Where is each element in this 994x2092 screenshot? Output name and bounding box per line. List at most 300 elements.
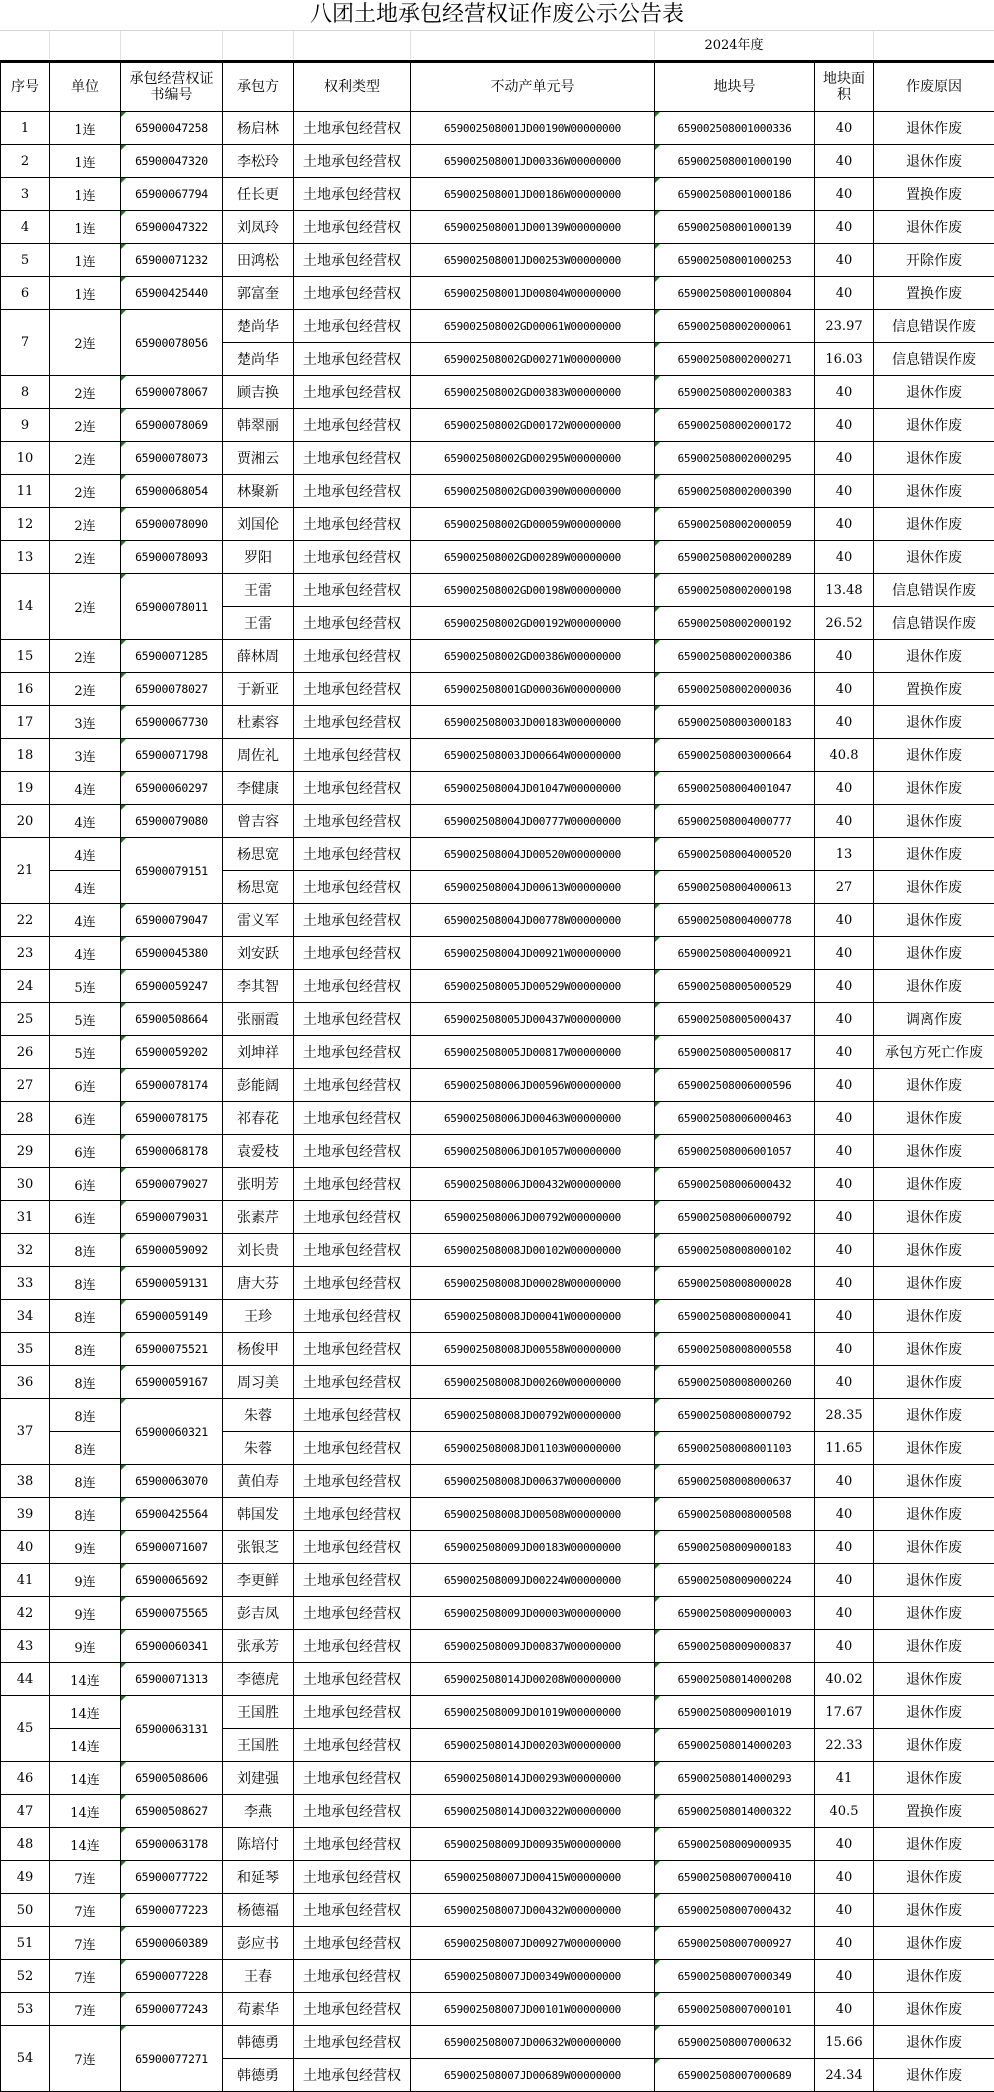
area-cell: 40: [815, 508, 874, 541]
cert-no-cell: 65900071285: [121, 640, 223, 673]
unit-cell: 7连: [50, 1894, 121, 1927]
area-cell: 17.67: [815, 1696, 874, 1729]
cert-no-cell: 65900508627: [121, 1795, 223, 1828]
table-row: [1, 409, 994, 442]
void-reason-cell: 退休作废: [874, 1894, 994, 1927]
row-index: 54: [1, 2026, 50, 2092]
property-unit-no-cell: 659002508008JD00260W00000000: [411, 1366, 655, 1399]
cert-no-cell: 65900077722: [121, 1861, 223, 1894]
void-reason-cell: 信息错误作废: [874, 343, 994, 376]
year-label: 2024年度: [654, 31, 814, 60]
unit-cell: 1连: [50, 178, 121, 211]
area-cell: 40: [815, 211, 874, 244]
row-index: 41: [1, 1564, 50, 1597]
area-cell: 40: [815, 1069, 874, 1102]
cert-no-cell: 65900067730: [121, 706, 223, 739]
area-cell: 40: [815, 1564, 874, 1597]
row-index: 19: [1, 772, 50, 805]
table-row: [1, 1036, 994, 1069]
property-unit-no-cell: 659002508001JD00186W00000000: [411, 178, 655, 211]
table-row: [1, 310, 994, 343]
right-type-cell: 土地承包经营权: [294, 607, 411, 640]
table-row: [1, 1663, 994, 1696]
right-type-cell: 土地承包经营权: [294, 112, 411, 145]
parcel-no-cell: 659002508001000253: [655, 244, 815, 277]
property-unit-no-cell: 659002508008JD01103W00000000: [411, 1432, 655, 1465]
property-unit-no-cell: 659002508004JD00613W00000000: [411, 871, 655, 904]
area-cell: 40: [815, 706, 874, 739]
area-cell: 13.48: [815, 574, 874, 607]
property-unit-no-cell: 659002508007JD00689W00000000: [411, 2059, 655, 2092]
right-type-cell: 土地承包经营权: [294, 706, 411, 739]
parcel-no-cell: 659002508002000172: [655, 409, 815, 442]
parcel-no-cell: 659002508002000271: [655, 343, 815, 376]
parcel-no-cell: 659002508004000777: [655, 805, 815, 838]
contractor-cell: 李松玲: [223, 145, 294, 178]
contractor-cell: 雷义军: [223, 904, 294, 937]
row-index: 27: [1, 1069, 50, 1102]
header-contractor: 承包方: [223, 63, 294, 112]
area-cell: 40: [815, 409, 874, 442]
unit-cell: 2连: [50, 409, 121, 442]
header-area: 地块面积: [815, 63, 874, 112]
unit-cell: 1连: [50, 244, 121, 277]
cert-no-cell: 65900077243: [121, 1993, 223, 2026]
unit-cell: 6连: [50, 1102, 121, 1135]
gridline: [293, 31, 294, 60]
void-reason-cell: 退休作废: [874, 2026, 994, 2059]
right-type-cell: 土地承包经营权: [294, 1663, 411, 1696]
table-row: [1, 574, 994, 607]
table-row: [1, 112, 994, 145]
cert-no-cell: 65900075565: [121, 1597, 223, 1630]
row-index: 10: [1, 442, 50, 475]
contractor-cell: 曾吉容: [223, 805, 294, 838]
cert-no-cell: 65900078027: [121, 673, 223, 706]
area-cell: 40: [815, 673, 874, 706]
contractor-cell: 林聚新: [223, 475, 294, 508]
right-type-cell: 土地承包经营权: [294, 1498, 411, 1531]
row-index: 13: [1, 541, 50, 574]
void-reason-cell: 退休作废: [874, 1432, 994, 1465]
unit-cell: 4连: [50, 838, 121, 871]
property-unit-no-cell: 659002508014JD00322W00000000: [411, 1795, 655, 1828]
area-cell: 26.52: [815, 607, 874, 640]
parcel-no-cell: 659002508014000293: [655, 1762, 815, 1795]
row-index: 39: [1, 1498, 50, 1531]
unit-cell: 3连: [50, 739, 121, 772]
property-unit-no-cell: 659002508009JD00003W00000000: [411, 1597, 655, 1630]
void-reason-cell: 退休作废: [874, 1300, 994, 1333]
void-reason-cell: 退休作废: [874, 1630, 994, 1663]
area-cell: 40.8: [815, 739, 874, 772]
contractor-cell: 王国胜: [223, 1729, 294, 1762]
row-index: 45: [1, 1696, 50, 1762]
contractor-cell: 王珍: [223, 1300, 294, 1333]
table-row: [1, 1069, 994, 1102]
void-reason-cell: 退休作废: [874, 970, 994, 1003]
unit-cell: 2连: [50, 475, 121, 508]
area-cell: 40: [815, 1630, 874, 1663]
area-cell: 40: [815, 178, 874, 211]
row-index: 16: [1, 673, 50, 706]
unit-cell: 14连: [50, 1828, 121, 1861]
parcel-no-cell: 659002508005000529: [655, 970, 815, 1003]
row-index: 26: [1, 1036, 50, 1069]
right-type-cell: 土地承包经营权: [294, 1300, 411, 1333]
contractor-cell: 刘凤玲: [223, 211, 294, 244]
right-type-cell: 土地承包经营权: [294, 1168, 411, 1201]
area-cell: 40: [815, 1828, 874, 1861]
property-unit-no-cell: 659002508008JD00637W00000000: [411, 1465, 655, 1498]
contractor-cell: 任长更: [223, 178, 294, 211]
property-unit-no-cell: 659002508005JD00817W00000000: [411, 1036, 655, 1069]
void-reason-cell: 退休作废: [874, 1333, 994, 1366]
void-reason-cell: 信息错误作废: [874, 574, 994, 607]
table-row: [1, 739, 994, 772]
unit-cell: 7连: [50, 1960, 121, 1993]
table-row: [1, 1564, 994, 1597]
parcel-no-cell: 659002508009000224: [655, 1564, 815, 1597]
parcel-no-cell: 659002508001000139: [655, 211, 815, 244]
row-index: 7: [1, 310, 50, 376]
void-reason-cell: 退休作废: [874, 805, 994, 838]
property-unit-no-cell: 659002508002GD00386W00000000: [411, 640, 655, 673]
table-row: [1, 1894, 994, 1927]
cert-no-cell: 65900045380: [121, 937, 223, 970]
right-type-cell: 土地承包经营权: [294, 145, 411, 178]
cert-no-cell: 65900059202: [121, 1036, 223, 1069]
parcel-no-cell: 659002508009000183: [655, 1531, 815, 1564]
cert-no-cell: 65900059247: [121, 970, 223, 1003]
row-index: 44: [1, 1663, 50, 1696]
property-unit-no-cell: 659002508002GD00192W00000000: [411, 607, 655, 640]
right-type-cell: 土地承包经营权: [294, 277, 411, 310]
right-type-cell: 土地承包经营权: [294, 1597, 411, 1630]
void-reason-cell: 退休作废: [874, 871, 994, 904]
header-parcel-no: 地块号: [655, 63, 815, 112]
row-index: 33: [1, 1267, 50, 1300]
property-unit-no-cell: 659002508003JD00183W00000000: [411, 706, 655, 739]
cert-no-cell: 65900060341: [121, 1630, 223, 1663]
table-row: [1, 970, 994, 1003]
property-unit-no-cell: 659002508006JD00432W00000000: [411, 1168, 655, 1201]
table-row: [1, 1828, 994, 1861]
contractor-cell: 楚尚华: [223, 310, 294, 343]
property-unit-no-cell: 659002508002GD00198W00000000: [411, 574, 655, 607]
row-index: 17: [1, 706, 50, 739]
right-type-cell: 土地承包经营权: [294, 1894, 411, 1927]
cert-no-cell: 65900078056: [121, 310, 223, 376]
row-index: 21: [1, 838, 50, 904]
area-cell: 40: [815, 1498, 874, 1531]
right-type-cell: 土地承包经营权: [294, 1432, 411, 1465]
property-unit-no-cell: 659002508009JD00837W00000000: [411, 1630, 655, 1663]
area-cell: 40: [815, 376, 874, 409]
area-cell: 40: [815, 442, 874, 475]
unit-cell: 9连: [50, 1630, 121, 1663]
void-reason-cell: 退休作废: [874, 541, 994, 574]
unit-cell: 9连: [50, 1564, 121, 1597]
table-row: [1, 1630, 994, 1663]
area-cell: 40: [815, 904, 874, 937]
right-type-cell: 土地承包经营权: [294, 1795, 411, 1828]
cert-no-cell: 65900067794: [121, 178, 223, 211]
contractor-cell: 贾湘云: [223, 442, 294, 475]
table-row: [1, 277, 994, 310]
contractor-cell: 王国胜: [223, 1696, 294, 1729]
contractor-cell: 黄伯寿: [223, 1465, 294, 1498]
contractor-cell: 陈培付: [223, 1828, 294, 1861]
right-type-cell: 土地承包经营权: [294, 1729, 411, 1762]
property-unit-no-cell: 659002508007JD00349W00000000: [411, 1960, 655, 1993]
parcel-no-cell: 659002508007000632: [655, 2026, 815, 2059]
area-cell: 40: [815, 1531, 874, 1564]
contractor-cell: 和延琴: [223, 1861, 294, 1894]
unit-cell: 8连: [50, 1366, 121, 1399]
property-unit-no-cell: 659002508002GD00289W00000000: [411, 541, 655, 574]
unit-cell: 8连: [50, 1465, 121, 1498]
right-type-cell: 土地承包经营权: [294, 1531, 411, 1564]
cert-no-cell: 65900059131: [121, 1267, 223, 1300]
area-cell: 40.5: [815, 1795, 874, 1828]
contractor-cell: 李更鲜: [223, 1564, 294, 1597]
gridline: [222, 31, 223, 60]
right-type-cell: 土地承包经营权: [294, 1828, 411, 1861]
area-cell: 40: [815, 1894, 874, 1927]
table-row: [1, 508, 994, 541]
property-unit-no-cell: 659002508006JD00792W00000000: [411, 1201, 655, 1234]
parcel-no-cell: 659002508008000508: [655, 1498, 815, 1531]
right-type-cell: 土地承包经营权: [294, 640, 411, 673]
property-unit-no-cell: 659002508014JD00208W00000000: [411, 1663, 655, 1696]
void-certificate-table: [0, 62, 994, 2092]
contractor-cell: 张丽霞: [223, 1003, 294, 1036]
unit-cell: 1连: [50, 277, 121, 310]
right-type-cell: 土地承包经营权: [294, 376, 411, 409]
table-row: [1, 541, 994, 574]
parcel-no-cell: 659002508007000101: [655, 1993, 815, 2026]
property-unit-no-cell: 659002508002GD00172W00000000: [411, 409, 655, 442]
property-unit-no-cell: 659002508002GD00059W00000000: [411, 508, 655, 541]
cert-no-cell: 65900063178: [121, 1828, 223, 1861]
area-cell: 40: [815, 1201, 874, 1234]
parcel-no-cell: 659002508002000061: [655, 310, 815, 343]
row-index: 20: [1, 805, 50, 838]
unit-cell: 1连: [50, 211, 121, 244]
property-unit-no-cell: 659002508004JD00778W00000000: [411, 904, 655, 937]
row-index: 42: [1, 1597, 50, 1630]
right-type-cell: 土地承包经营权: [294, 1465, 411, 1498]
table-row: [1, 1102, 994, 1135]
parcel-no-cell: 659002508009001019: [655, 1696, 815, 1729]
property-unit-no-cell: 659002508009JD00224W00000000: [411, 1564, 655, 1597]
table-row: [1, 1960, 994, 1993]
area-cell: 13: [815, 838, 874, 871]
right-type-cell: 土地承包经营权: [294, 739, 411, 772]
cert-no-cell: 65900078093: [121, 541, 223, 574]
row-index: 28: [1, 1102, 50, 1135]
contractor-cell: 罗阳: [223, 541, 294, 574]
area-cell: 40: [815, 1927, 874, 1960]
table-row: [1, 1168, 994, 1201]
contractor-cell: 杨启林: [223, 112, 294, 145]
parcel-no-cell: 659002508014000208: [655, 1663, 815, 1696]
parcel-no-cell: 659002508002000036: [655, 673, 815, 706]
area-cell: 40: [815, 1333, 874, 1366]
unit-cell: 2连: [50, 574, 121, 640]
row-index: 24: [1, 970, 50, 1003]
contractor-cell: 周佐礼: [223, 739, 294, 772]
table-row: [1, 178, 994, 211]
property-unit-no-cell: 659002508014JD00293W00000000: [411, 1762, 655, 1795]
row-index: 11: [1, 475, 50, 508]
contractor-cell: 韩德勇: [223, 2059, 294, 2092]
contractor-cell: 薛林周: [223, 640, 294, 673]
right-type-cell: 土地承包经营权: [294, 1993, 411, 2026]
cert-no-cell: 65900071232: [121, 244, 223, 277]
area-cell: 15.66: [815, 2026, 874, 2059]
unit-cell: 5连: [50, 1003, 121, 1036]
contractor-cell: 张承芳: [223, 1630, 294, 1663]
right-type-cell: 土地承包经营权: [294, 1366, 411, 1399]
parcel-no-cell: 659002508003000183: [655, 706, 815, 739]
unit-cell: 8连: [50, 1333, 121, 1366]
parcel-no-cell: 659002508002000295: [655, 442, 815, 475]
cert-no-cell: 65900063070: [121, 1465, 223, 1498]
cert-no-cell: 65900079047: [121, 904, 223, 937]
row-index: 22: [1, 904, 50, 937]
area-cell: 40: [815, 244, 874, 277]
row-index: 49: [1, 1861, 50, 1894]
header-void-reason: 作废原因: [874, 63, 994, 112]
parcel-no-cell: 659002508004001047: [655, 772, 815, 805]
void-reason-cell: 置换作废: [874, 178, 994, 211]
right-type-cell: 土地承包经营权: [294, 541, 411, 574]
void-reason-cell: 置换作废: [874, 1795, 994, 1828]
table-row: [1, 1465, 994, 1498]
row-index: 52: [1, 1960, 50, 1993]
contractor-cell: 袁爱枝: [223, 1135, 294, 1168]
unit-cell: 2连: [50, 442, 121, 475]
void-reason-cell: 退休作废: [874, 1201, 994, 1234]
unit-cell: 8连: [50, 1399, 121, 1432]
cert-no-cell: 65900079027: [121, 1168, 223, 1201]
void-reason-cell: 退休作废: [874, 838, 994, 871]
row-index: 14: [1, 574, 50, 640]
row-index: 25: [1, 1003, 50, 1036]
right-type-cell: 土地承包经营权: [294, 2059, 411, 2092]
area-cell: 40: [815, 1135, 874, 1168]
contractor-cell: 刘坤祥: [223, 1036, 294, 1069]
property-unit-no-cell: 659002508008JD00102W00000000: [411, 1234, 655, 1267]
unit-cell: 2连: [50, 310, 121, 376]
unit-cell: 5连: [50, 1036, 121, 1069]
area-cell: 40: [815, 475, 874, 508]
contractor-cell: 韩翠丽: [223, 409, 294, 442]
contractor-cell: 韩德勇: [223, 2026, 294, 2059]
property-unit-no-cell: 659002508005JD00529W00000000: [411, 970, 655, 1003]
void-reason-cell: 退休作废: [874, 1564, 994, 1597]
row-index: 29: [1, 1135, 50, 1168]
parcel-no-cell: 659002508008000028: [655, 1267, 815, 1300]
row-index: 51: [1, 1927, 50, 1960]
table-row: [1, 1135, 994, 1168]
area-cell: 40: [815, 1102, 874, 1135]
property-unit-no-cell: 659002508007JD00927W00000000: [411, 1927, 655, 1960]
void-reason-cell: 退休作废: [874, 1597, 994, 1630]
table-row: [1, 1366, 994, 1399]
property-unit-no-cell: 659002508014JD00203W00000000: [411, 1729, 655, 1762]
parcel-no-cell: 659002508014000203: [655, 1729, 815, 1762]
row-index: 9: [1, 409, 50, 442]
right-type-cell: 土地承包经营权: [294, 1861, 411, 1894]
unit-cell: 7连: [50, 1927, 121, 1960]
area-cell: 22.33: [815, 1729, 874, 1762]
area-cell: 40: [815, 1861, 874, 1894]
parcel-no-cell: 659002508007000927: [655, 1927, 815, 1960]
row-index: 30: [1, 1168, 50, 1201]
right-type-cell: 土地承包经营权: [294, 211, 411, 244]
void-reason-cell: 置换作废: [874, 673, 994, 706]
contractor-cell: 王雷: [223, 607, 294, 640]
right-type-cell: 土地承包经营权: [294, 1399, 411, 1432]
right-type-cell: 土地承包经营权: [294, 1234, 411, 1267]
right-type-cell: 土地承包经营权: [294, 244, 411, 277]
cert-no-cell: 65900063131: [121, 1696, 223, 1762]
void-reason-cell: 退休作废: [874, 508, 994, 541]
parcel-no-cell: 659002508002000289: [655, 541, 815, 574]
unit-cell: 4连: [50, 805, 121, 838]
cert-no-cell: 65900508606: [121, 1762, 223, 1795]
unit-cell: 14连: [50, 1795, 121, 1828]
void-reason-cell: 退休作废: [874, 904, 994, 937]
area-cell: 40: [815, 805, 874, 838]
row-index: 46: [1, 1762, 50, 1795]
property-unit-no-cell: 659002508008JD00558W00000000: [411, 1333, 655, 1366]
row-index: 5: [1, 244, 50, 277]
table-row: [1, 1696, 994, 1729]
void-reason-cell: 退休作废: [874, 706, 994, 739]
row-index: 35: [1, 1333, 50, 1366]
contractor-cell: 王雷: [223, 574, 294, 607]
right-type-cell: 土地承包经营权: [294, 343, 411, 376]
area-cell: 40: [815, 1036, 874, 1069]
void-reason-cell: 退休作废: [874, 1729, 994, 1762]
right-type-cell: 土地承包经营权: [294, 508, 411, 541]
parcel-no-cell: 659002508008000792: [655, 1399, 815, 1432]
table-row: [1, 1333, 994, 1366]
table-row: [1, 442, 994, 475]
void-reason-cell: 退休作废: [874, 1696, 994, 1729]
area-cell: 40: [815, 937, 874, 970]
void-reason-cell: 退休作废: [874, 1993, 994, 2026]
parcel-no-cell: 659002508002000390: [655, 475, 815, 508]
right-type-cell: 土地承包经营权: [294, 937, 411, 970]
right-type-cell: 土地承包经营权: [294, 2026, 411, 2059]
void-reason-cell: 退休作废: [874, 112, 994, 145]
row-index: 23: [1, 937, 50, 970]
void-reason-cell: 退休作废: [874, 1465, 994, 1498]
table-row: [1, 805, 994, 838]
area-cell: 41: [815, 1762, 874, 1795]
area-cell: 40: [815, 1267, 874, 1300]
void-reason-cell: 置换作废: [874, 277, 994, 310]
area-cell: 40: [815, 640, 874, 673]
contractor-cell: 朱蓉: [223, 1432, 294, 1465]
parcel-no-cell: 659002508008000041: [655, 1300, 815, 1333]
right-type-cell: 土地承包经营权: [294, 1696, 411, 1729]
